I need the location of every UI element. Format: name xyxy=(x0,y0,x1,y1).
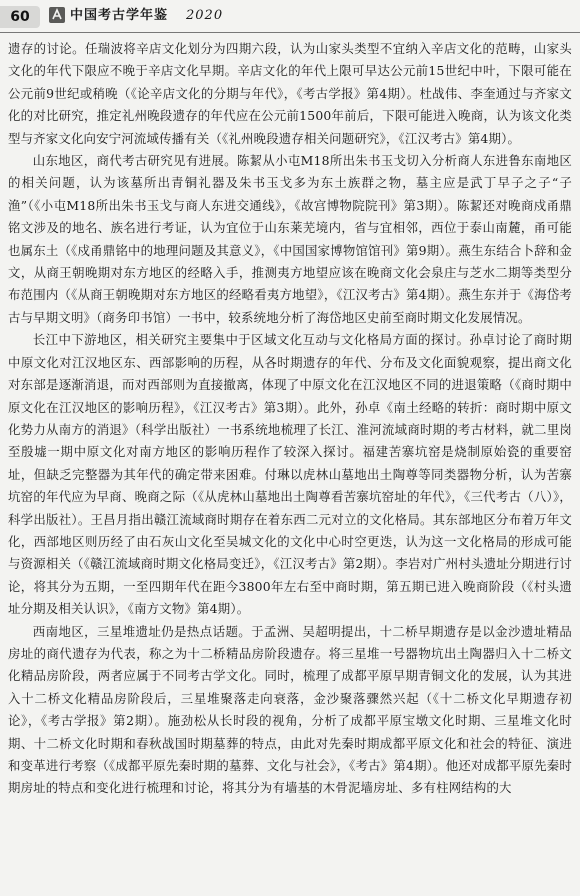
running-year: 2020 xyxy=(186,8,224,23)
paragraph-yangtze: 长江中下游地区，相关研究主要集中于区域文化互动与文化格局方面的探讨。孙卓讨论了商时期中原文化对江汉地区东、西部影响的历程，从各时期遗存的年代、分布及文化面貌观察，提出商文化对东部是逐渐消退，而对西部则为直接撤离，体现了中原文化在江汉地区不同的进退策略（《商时期中原文化在江汉地区的影响历程》，《江汉考古》第3期）。此外，孙卓《南土经略的转折：商时期中原文化势力从南方的消退》（科学出版社）一书系统地梳理了长江、淮河流域商时期的考古材料，就二里岗至殷墟一期中原文化对南方地区的影响历程作了较深入探讨。福建苦寨坑窑是烧制原始瓷的重要窑址，但缺乏完整器为其年代的确定带来困难。付琳以虎林山墓地出土陶尊等同类器物分析，认为苦寨坑窑的年代应为早商、晚商之际（《从虎林山墓地出土陶尊看苦寨坑窑址的年代》，《三代考古（八）》，科学出版社）。王昌月指出赣江流域商时期存在着东西二元对立的文化格局。其东部地区分布着万年文化，西部地区则历经了由石灰山文化至吴城文化的文化中心时空更迭，认为这一文化格局的形成可能与资源相关（《赣江流域商时期文化格局变迁》，《江汉考古》第2期）。李岩对广州村头遗址分期进行讨论，将其分为五期，一至四期年代在距今3800年左右至中商时期，第五期已进入晚商阶段（《村头遗址分期及相关认识》，《南方文物》第4期）。 xyxy=(8,332,572,617)
running-title: 中国考古学年鉴 xyxy=(70,8,169,23)
paragraph-shandong: 山东地区，商代考古研究见有进展。陈絜从小屯M18所出朱书玉戈切入分析商人东进鲁东南地区的相关问题，认为该墓所出青铜礼器及朱书玉戈多为东土族群之物，墓主应是武丁早子之子“子渔”（《小屯M18所出朱书玉戈与商人东进交通线》，《故宫博物院院刊》第3期）。陈絜还对晚商戍甬鼎铭文涉及的地名、族名进行考证，认为宜位于山东莱芜境内，省与宜相邻，西位于泰山南麓，甬可能也属东土（《戍甬鼎铭中的地理问题及其意义》，《中国国家博物馆馆刊》第9期）。燕生东结合卜辞和金文，从商王朝晚期对东方地区的经略入手，推测夷方地望应该在晚商文化会泉庄与芝水二期等类型分布范围内（《从商王朝晚期对东方地区的经略看夷方地望》，《江汉考古》第4期）。燕生东并于《海岱考古与早期文明》（商务印书馆）一书中，较系统地分析了海岱地区史前至商时期文化发展情况。 xyxy=(8,153,572,325)
article-body xyxy=(8,38,572,800)
running-header xyxy=(0,0,580,30)
paragraph-southwest: 西南地区，三星堆遗址仍是热点话题。于孟洲、吴超明提出，十二桥早期遗存是以金沙遗址精品房址的商代遗存为代表，称之为十二桥精品房阶段遗存。将三星堆一号器物坑出土陶器归入十二桥文化精品房阶段，两者应属于不同考古学文化。同时，梳理了成都平原早期青铜文化的发展，认为其进入十二桥文化精品房阶段后，三星堆聚落走向衰落，金沙聚落骤然兴起（《十二桥文化早期遗存初论》，《考古学报》第2期）。施劲松从长时段的视角，分析了成都平原宝墩文化时期、三星堆文化时期、十二桥文化时期和春秋战国时期墓葬的特点，由此对先秦时期成都平原文化和社会的特征、演进和变革进行考察（《成都平原先秦时期的墓葬、文化与社会》，《考古》第4期）。他还对成都平原先秦时期房址的特点和变化进行梳理和讨论，将其分为有墙基的木骨泥墙房址、多有柱网结构的大 xyxy=(8,623,572,796)
paragraph-xindian-culture: 遗存的讨论。任瑞波将辛店文化划分为四期六段，认为山家头类型不宜纳入辛店文化的范畴，山家头文化的年代下限应不晚于辛店文化早期。辛店文化的年代上限可早达公元前15世纪中叶，下限可能在公元前9世纪或稍晚（《论辛店文化的分期与年代》，《考古学报》第4期）。杜战伟、李奎通过与齐家文化的对比研究，推定礼州晚段遗存的年代应在公元前1500年前后，下限可能进入晚商，认为该文化类型与齐家文化向安宁河流域传播有关（《礼州晚段遗存相关问题研究》，《江汉考古》第4期）。 xyxy=(8,41,572,146)
page-number: 60 xyxy=(0,6,40,28)
yearbook-seal-icon xyxy=(48,6,66,24)
header-divider xyxy=(0,32,580,33)
